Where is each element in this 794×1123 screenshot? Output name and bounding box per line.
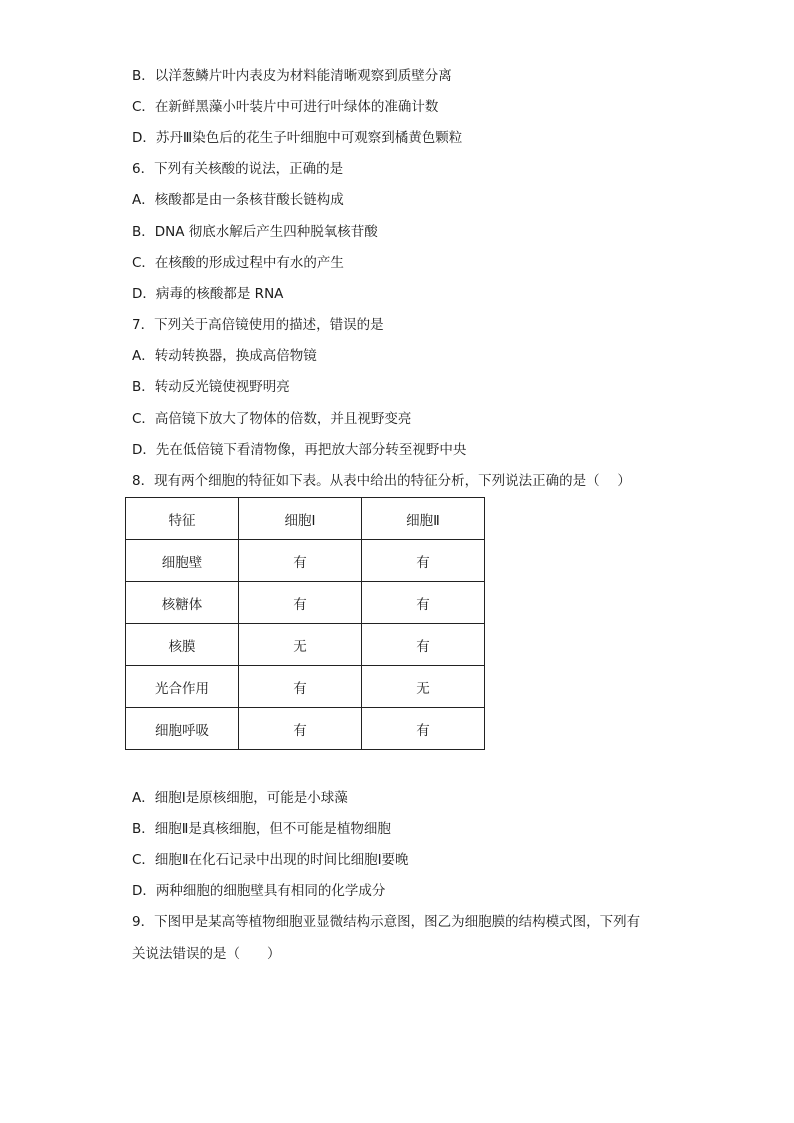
- table-cell: 核糖体: [126, 582, 239, 624]
- table-cell: 有: [362, 540, 485, 582]
- table-header-cell: 细胞Ⅰ: [239, 498, 362, 540]
- table-row: [126, 624, 485, 666]
- table-cell: 有: [239, 582, 362, 624]
- q6-stem: 6．下列有关核酸的说法，正确的是: [132, 161, 344, 177]
- q6-option-b: B．DNA 彻底水解后产生四种脱氧核苷酸: [132, 224, 378, 240]
- table-cell: 有: [239, 666, 362, 708]
- table-cell: 核膜: [126, 624, 239, 666]
- table-cell: 有: [239, 540, 362, 582]
- q7-option-b: B．转动反光镜使视野明亮: [132, 379, 290, 395]
- table-cell: 细胞呼吸: [126, 708, 239, 750]
- table-cell: 光合作用: [126, 666, 239, 708]
- q5-option-c: C．在新鲜黑藻小叶装片中可进行叶绿体的准确计数: [132, 99, 439, 115]
- table-cell: 有: [362, 582, 485, 624]
- q5-option-b: B．以洋葱鳞片叶内表皮为材料能清晰观察到质壁分离: [132, 68, 452, 84]
- q6-option-d: D．病毒的核酸都是 RNA: [132, 286, 284, 302]
- q7-option-c: C．高倍镜下放大了物体的倍数，并且视野变亮: [132, 411, 412, 427]
- table-header-row: [126, 498, 485, 540]
- q8-stem: 8．现有两个细胞的特征如下表。从表中给出的特征分析，下列说法正确的是（ ）: [132, 473, 631, 489]
- q6-option-a: A．核酸都是由一条核苷酸长链构成: [132, 192, 344, 208]
- table-cell: 有: [362, 624, 485, 666]
- table-header-cell: 细胞Ⅱ: [362, 498, 485, 540]
- table-row: [126, 708, 485, 750]
- table-row: [126, 540, 485, 582]
- table-cell: 无: [239, 624, 362, 666]
- table-row: [126, 666, 485, 708]
- q5-option-d: D．苏丹Ⅲ染色后的花生子叶细胞中可观察到橘黄色颗粒: [132, 130, 463, 146]
- q9-stem-line-2: 关说法错误的是（ ）: [132, 946, 281, 962]
- q8-option-a: A．细胞Ⅰ是原核细胞，可能是小球藻: [132, 790, 348, 806]
- q7-stem: 7．下列关于高倍镜使用的描述，错误的是: [132, 317, 384, 333]
- q8-option-c: C．细胞Ⅱ在化石记录中出现的时间比细胞Ⅰ要晚: [132, 852, 409, 868]
- table-cell: 无: [362, 666, 485, 708]
- table-cell: 有: [362, 708, 485, 750]
- q7-option-d: D．先在低倍镜下看清物像，再把放大部分转至视野中央: [132, 442, 467, 458]
- table-cell: 有: [239, 708, 362, 750]
- table-cell: 细胞壁: [126, 540, 239, 582]
- table-header-cell: 特征: [126, 498, 239, 540]
- cell-feature-table: [125, 497, 485, 750]
- q8-option-d: D．两种细胞的细胞壁具有相同的化学成分: [132, 883, 386, 899]
- q9-stem-line-1: 9．下图甲是某高等植物细胞亚显微结构示意图，图乙为细胞膜的结构模式图，下列有: [132, 914, 641, 930]
- q8-option-b: B．细胞Ⅱ是真核细胞，但不可能是植物细胞: [132, 821, 391, 837]
- table-row: [126, 582, 485, 624]
- q6-option-c: C．在核酸的形成过程中有水的产生: [132, 255, 344, 271]
- q7-option-a: A．转动转换器，换成高倍物镜: [132, 348, 317, 364]
